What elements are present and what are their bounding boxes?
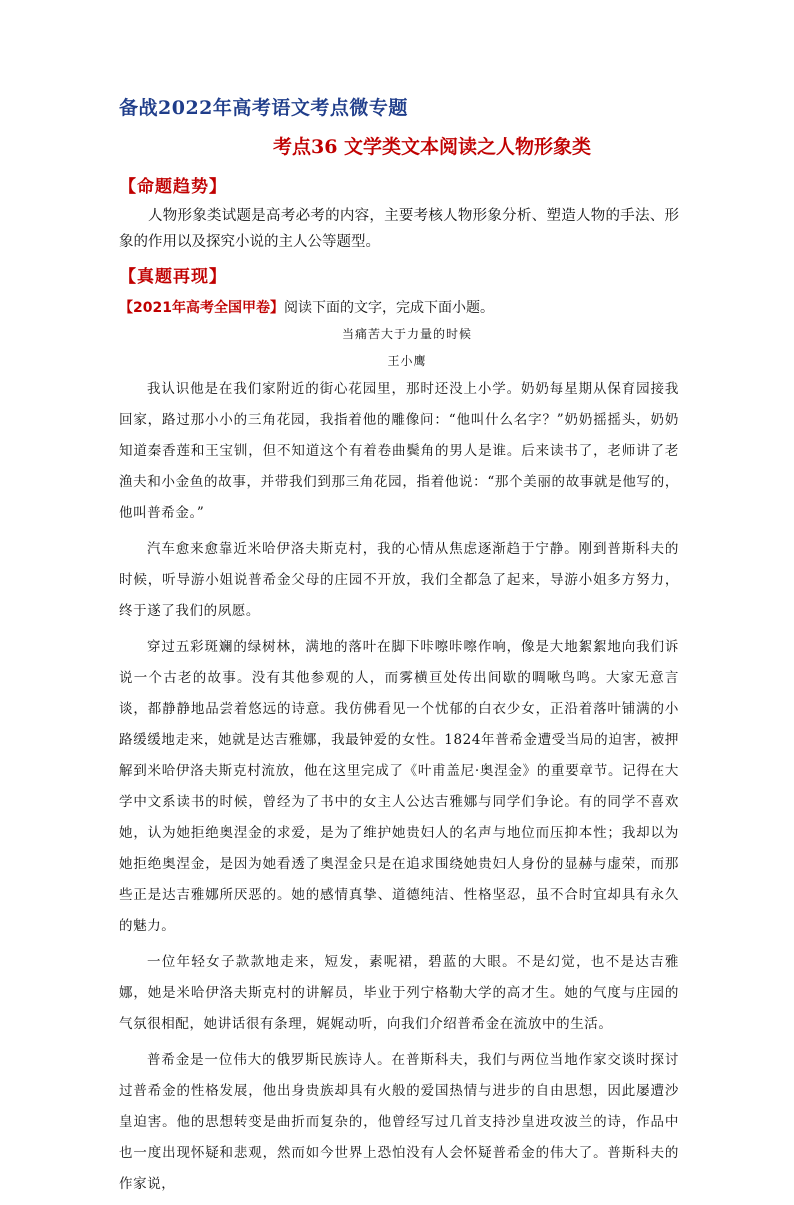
real-heading: 【真题再现】 (119, 267, 227, 287)
exam-tag: 【2021年高考全国甲卷】 (119, 300, 284, 316)
passage-body (119, 374, 679, 1205)
topic-title: 考点36 文学类文本阅读之人物形象类 (272, 136, 592, 158)
trend-text: 人物形象类试题是高考必考的内容，主要考核人物形象分析、塑造人物的手法、形象的作用以及探究小说的主人公等题型。 (119, 208, 679, 250)
passage-title: 当痛苦大于力量的时候 (341, 327, 472, 341)
paragraph: 汽车愈来愈靠近米哈伊洛夫斯克村，我的心情从焦虑逐渐趋于宁静。刚到普斯科夫的时候，听导游小姐说普希金父母的庄园不开放，我们全都急了起来，导游小姐多方努力，终于遂了我们的夙愿。 (119, 541, 679, 619)
paragraph: 我认识他是在我们家附近的街心花园里，那时还没上小学。奶奶每星期从保育园接我回家，路过那小小的三角花园，我指着他的雕像问：“他叫什么名字？”奶奶摇摇头，奶奶知道秦香莲和王宝钏，但不知道这个有着卷曲鬓角的男人是谁。后来读书了，老师讲了老渔夫和小金鱼的故事，并带我们到那三角花园，指着他说：“那个美丽的故事就是他写的，他叫普希金。” (119, 381, 679, 521)
paragraph: 普希金是一位伟大的俄罗斯民族诗人。在普斯科夫，我们与两位当地作家交谈时探讨过普希金的性格发展，他出身贵族却具有火般的爱国热情与进步的自由思想，因此屡遭沙皇迫害。他的思想转变是曲折而复杂的，他曾经写过几首支持沙皇进攻波兰的诗，作品中也一度出现怀疑和悲观，然而如今世界上恐怕没有人会怀疑普希金的伟大了。普斯科夫的作家说， (119, 1052, 679, 1192)
paragraph: 一位年轻女子款款地走来，短发，素呢裙，碧蓝的大眼。不是幻觉，也不是达吉雅娜，她是米哈伊洛夫斯克村的讲解员，毕业于列宁格勒大学的高才生。她的气度与庄园的气氛很相配，她讲话很有条理，娓娓动听，向我们介绍普希金在流放中的生活。 (119, 954, 679, 1032)
trend-heading: 【命题趋势】 (119, 177, 227, 197)
exam-line (119, 297, 494, 317)
exam-instruction: 阅读下面的文字，完成下面小题。 (283, 300, 494, 316)
paragraph: 穿过五彩斑斓的绿树林，满地的落叶在脚下咔嚓咔嚓作响，像是大地絮絮地向我们诉说一个古老的故事。没有其他参观的人，而雾横亘处传出间歇的啁啾鸟鸣。大家无意言谈，都静静地品尝着悠远的诗意。我仿佛看见一个忧郁的白衣少女，正沿着落叶铺满的小路缓缓地走来，她就是达吉雅娜，我最钟爱的女性。1824年普希金遭受当局的迫害，被押解到米哈伊洛夫斯克村流放，他在这里完成了《叶甫盖尼·奥涅金》的重要章节。记得在大学中文系读书的时候，曾经为了书中的女主人公达吉雅娜与同学们争论。有的同学不喜欢她，认为她拒绝奥涅金的求爱，是为了维护她贵妇人的名声与地位而压抑本性；我却以为她拒绝奥涅金，是因为她看透了奥涅金只是在追求围绕她贵妇人身份的显赫与虚荣，而那些正是达吉雅娜所厌恶的。她的感情真挚、道德纯洁、性格坚忍，虽不合时宜却具有永久的魅力。 (119, 639, 679, 934)
passage-author: 王小鹰 (387, 354, 427, 368)
series-title: 备战2022年高考语文考点微专题 (119, 97, 408, 119)
